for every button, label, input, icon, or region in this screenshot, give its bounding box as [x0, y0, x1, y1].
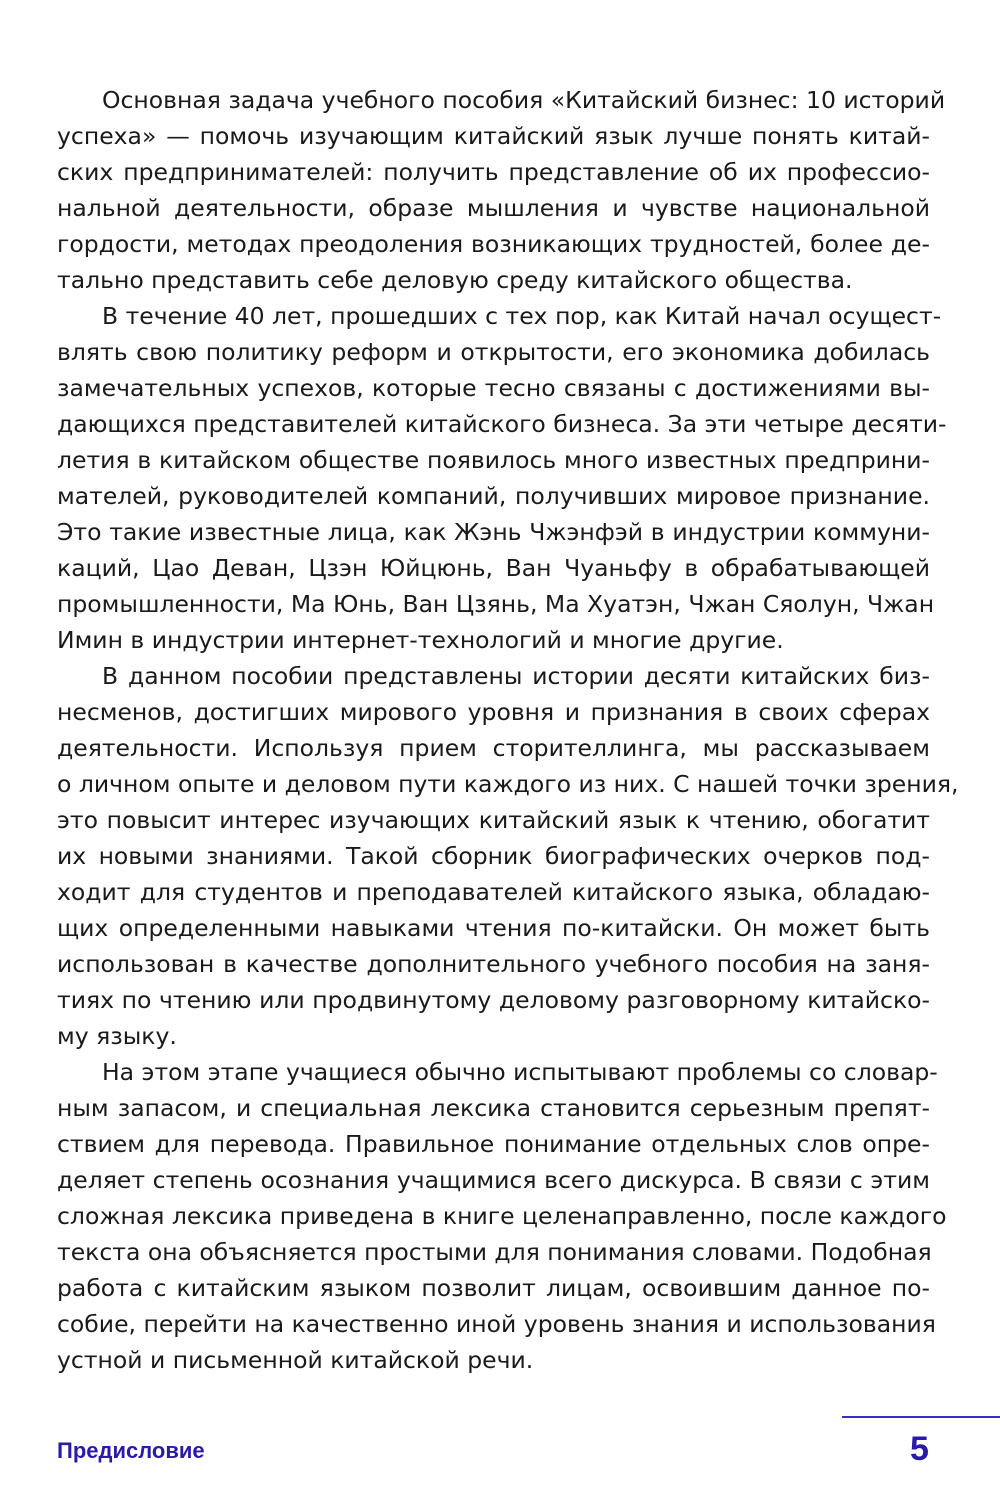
body-text	[57, 82, 959, 1378]
text-line: сложная лексика приведена в книге целенаправленно, после каждого	[57, 1202, 947, 1230]
text-line: несменов, достигших мирового уровня и признания в своих сферах	[57, 698, 930, 726]
text-line: тально представить себе деловую среду китайского общества.	[57, 266, 853, 294]
text-line: успеха» — помочь изучающим китайский язык лучше понять китай-	[57, 122, 930, 150]
text-line: нальной деятельности, образе мышления и чувстве национальной	[57, 194, 930, 222]
paragraph	[57, 1054, 947, 1378]
text-line: промышленности, Ма Юнь, Ван Цзянь, Ма Хуатэн, Чжан Сяолун, Чжан	[57, 590, 935, 618]
text-line: В данном пособии представлены истории десяти китайских биз-	[102, 662, 930, 690]
text-line: текста она объясняется простыми для понимания словами. Подобная	[57, 1238, 932, 1266]
text-line: это повысит интерес изучающих китайский язык к чтению, обогатит	[57, 806, 930, 834]
section-title: Предисловие	[57, 1438, 205, 1463]
text-line: Основная задача учебного пособия «Китайский бизнес: 10 историй	[102, 86, 946, 114]
text-line: каций, Цао Деван, Цзэн Юйцюнь, Ван Чуаньфу в обрабатывающей	[57, 554, 930, 582]
text-line: летия в китайском обществе появилось много известных предприни-	[57, 446, 930, 474]
text-line: На этом этапе учащиеся обычно испытывают проблемы со словар-	[102, 1058, 938, 1086]
text-line: их новыми знаниями. Такой сборник биографических очерков под-	[57, 842, 930, 870]
text-line: деятельности. Используя прием сторителлинга, мы рассказываем	[57, 734, 930, 762]
text-line: работа с китайским языком позволит лицам, освоившим данное по-	[57, 1274, 930, 1302]
text-line: устной и письменной китайской речи.	[57, 1346, 534, 1374]
text-line: му языку.	[57, 1022, 177, 1050]
page-number: 5	[910, 1430, 929, 1468]
text-line: щих определенными навыками чтения по-китайски. Он может быть	[57, 914, 930, 942]
text-line: собие, перейти на качественно иной уровень знания и использования	[57, 1310, 936, 1338]
paragraph	[57, 658, 959, 1054]
text-line: мателей, руководителей компаний, получивших мировое признание.	[57, 482, 930, 510]
text-line: о личном опыте и деловом пути каждого из них. С нашей точки зрения,	[57, 770, 959, 798]
text-line: влять свою политику реформ и открытости, его экономика добилась	[57, 338, 930, 366]
paragraph	[57, 298, 947, 658]
text-line: Имин в индустрии интернет-технологий и многие другие.	[57, 626, 784, 654]
text-line: ствием для перевода. Правильное понимание отдельных слов опре-	[57, 1130, 930, 1158]
text-line: тиях по чтению или продвинутому деловому разговорному китайско-	[57, 986, 930, 1014]
footer-divider	[842, 1416, 1000, 1418]
text-line: дающихся представителей китайского бизнеса. За эти четыре десяти-	[57, 410, 947, 438]
text-line: деляет степень осознания учащимися всего дискурса. В связи с этим	[57, 1166, 930, 1194]
text-line: гордости, методах преодоления возникающих трудностей, более де-	[57, 230, 930, 258]
text-line: ходит для студентов и преподавателей китайского языка, обладаю-	[57, 878, 930, 906]
text-line: Это такие известные лица, как Жэнь Чжэнфэй в индустрии коммуни-	[57, 518, 930, 546]
text-line: ских предпринимателей: получить представление об их профессио-	[57, 158, 930, 186]
text-line: В течение 40 лет, прошедших с тех пор, как Китай начал осущест-	[102, 302, 942, 330]
text-line: ным запасом, и специальная лексика становится серьезным препят-	[57, 1094, 930, 1122]
paragraph	[57, 82, 946, 298]
text-line: использован в качестве дополнительного учебного пособия на заня-	[57, 950, 930, 978]
text-line: замечательных успехов, которые тесно связаны с достижениями вы-	[57, 374, 930, 402]
